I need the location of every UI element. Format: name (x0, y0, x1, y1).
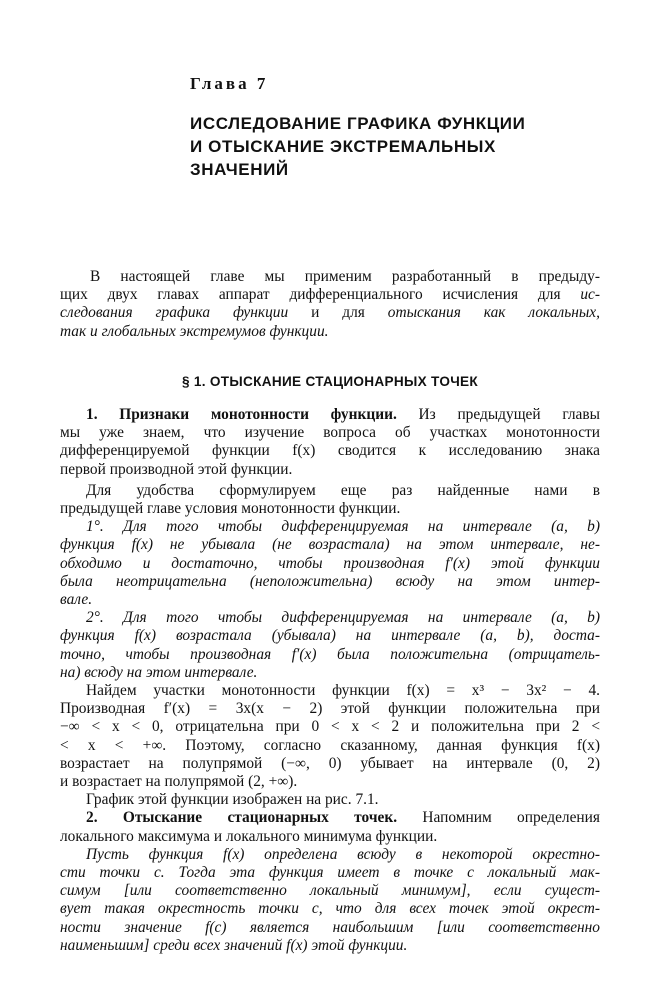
text-line: мы уже знаем, что изучение вопроса об участках монотонности (60, 424, 600, 442)
text-line: ности значение f(c) является наибольшим [или соответственно (60, 918, 600, 936)
section-title: § 1. ОТЫСКАНИЕ СТАЦИОНАРНЫХ ТОЧЕК (181, 374, 479, 389)
text-line: 2°. Для того чтобы дифференцируемая на интервале (a, b) (86, 609, 600, 627)
text-line: В настоящей главе мы применим разработанный в предыду- (90, 268, 600, 285)
text-line: < x < +∞. Поэтому, согласно сказанному, данная функция f(x) (60, 736, 600, 754)
text-line: была неотрицательна (неположительна) всюду на этом интер- (60, 572, 600, 590)
text-line: Пусть функция f(x) определена всюду в некоторой окрестно- (86, 845, 600, 863)
text-line: так и глобальных экстремумов функции. (60, 322, 329, 340)
chapter-title-line: ЗНАЧЕНИЙ (190, 160, 289, 179)
text-line: и возрастает на полупрямой (2, +∞). (60, 773, 298, 791)
text-line: щих двух главах аппарат дифференциального исчисления для ис- (60, 286, 600, 304)
text-line: дифференцируемой функции f(x) сводится к исследованию знака (60, 442, 600, 460)
text-line: 1. Признаки монотонности функции. Из предыдущей главы (86, 406, 600, 423)
text-line: функция f(x) не убывала (не возрастала) на этом интервале, не- (60, 536, 600, 554)
subsection-heading: 2. Отыскание стационарных точек. (86, 809, 398, 827)
intro-paragraph (60, 268, 600, 341)
text-line: обходимо и достаточно, чтобы производная f′(x) этой функции (60, 554, 600, 572)
text-line: наименьшим] среди всех значений f(x) этой функции. (60, 936, 408, 954)
text-line: −∞ < x < 0, отрицательна при 0 < x < 2 и положительна при 2 < (60, 718, 600, 736)
chapter-title (190, 112, 590, 181)
text-line: 2. Отыскание стационарных точек. Напомним определения (86, 809, 600, 827)
main-text (60, 406, 600, 955)
text-line: Найдем участки монотонности функции f(x) = x³ − 3x² − 4. (86, 682, 600, 700)
text-line: следования графика функции и для отыскания как локальных, (60, 304, 600, 322)
text-line: на) всюду на этом интервале. (60, 663, 258, 681)
text-line: точно, чтобы производная f′(x) была положительна (отрицатель- (60, 645, 600, 663)
text-line: вале. (60, 591, 93, 609)
text-line: Производная f′(x) = 3x(x − 2) этой функции положительна при (60, 700, 600, 718)
text-line: График этой функции изображен на рис. 7.1. (86, 791, 379, 809)
text-line: Для удобства сформулируем еще раз найденные нами в (86, 481, 600, 499)
chapter-label: Глава 7 (190, 74, 269, 93)
text-line: симум [или соответственно локальный минимум], если сущест- (60, 882, 600, 900)
text-line: возрастает на полупрямой (−∞, 0) убывает на интервале (0, 2) (60, 754, 600, 772)
subsection-heading: 1. Признаки монотонности функции. (86, 406, 397, 423)
chapter-title-line: ИССЛЕДОВАНИЕ ГРАФИКА ФУНКЦИИ (190, 114, 526, 133)
text-line: предыдущей главе условия монотонности функции. (60, 500, 401, 518)
text-line: первой производной этой функции. (60, 460, 293, 478)
text-line: вует такая окрестность точки c, что для всех точек этой окрест- (60, 900, 600, 918)
text-line: функция f(x) возрастала (убывала) на интервале (a, b), доста- (60, 627, 600, 645)
text-line: 1°. Для того чтобы дифференцируемая на интервале (a, b) (86, 518, 600, 536)
text-line: локального максимума и локального минимума функции. (60, 827, 438, 845)
text-line: сти точки c. Тогда эта функция имеет в точке c локальный мак- (60, 864, 600, 882)
chapter-title-line: И ОТЫСКАНИЕ ЭКСТРЕМАЛЬНЫХ (190, 137, 496, 156)
